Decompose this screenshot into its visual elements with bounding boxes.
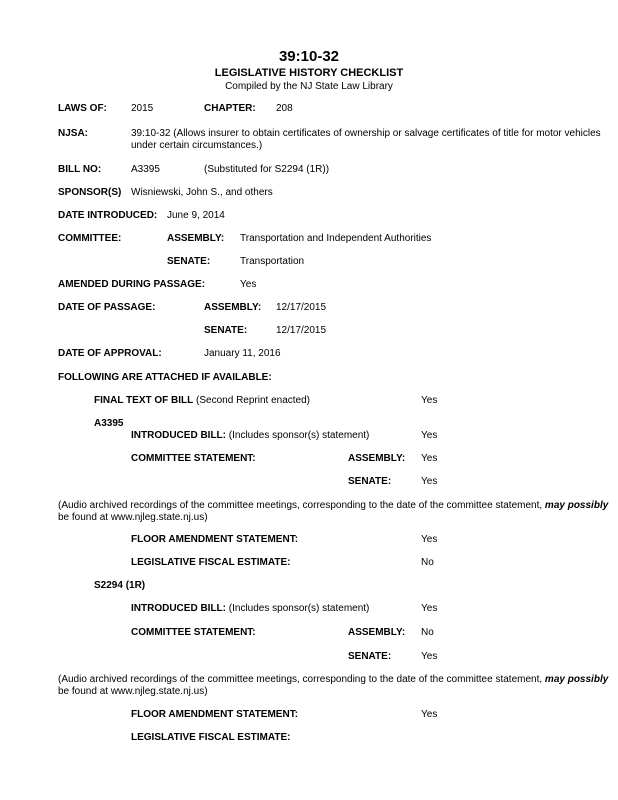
- approval-label: DATE OF APPROVAL:: [58, 348, 162, 359]
- a3395-floor-label: FLOOR AMENDMENT STATEMENT:: [131, 534, 299, 545]
- approval-value: January 11, 2016: [204, 348, 281, 359]
- a3395-fiscal-label: LEGISLATIVE FISCAL ESTIMATE:: [131, 557, 291, 568]
- a3395-audio-line2: be found at www.njleg.state.nj.us): [58, 512, 208, 523]
- laws-of-label: LAWS OF:: [58, 103, 107, 114]
- a3395-senate-label: SENATE:: [348, 476, 392, 487]
- a3395-audio-text: (Audio archived recordings of the committee meetings, corresponding to the date of the committee statement,: [58, 500, 545, 511]
- committee-assembly-label: ASSEMBLY:: [167, 233, 225, 244]
- passage-label: DATE OF PASSAGE:: [58, 302, 156, 313]
- final-text-value: Yes: [421, 395, 438, 406]
- committee-senate-value: Transportation: [240, 256, 305, 267]
- s2294-floor-value: Yes: [421, 709, 438, 720]
- passage-assembly-label: ASSEMBLY:: [204, 302, 262, 313]
- final-text-label: FINAL TEXT OF BILL: [94, 395, 194, 406]
- a3395-audio-emphasis: may possibly: [544, 500, 609, 511]
- njsa-label: NJSA:: [58, 128, 89, 139]
- a3395-senate-value: Yes: [421, 476, 438, 487]
- passage-senate-value: 12/17/2015: [276, 325, 327, 336]
- s2294-assembly-label: ASSEMBLY:: [348, 627, 406, 638]
- compiled-by: Compiled by the NJ State Law Library: [225, 81, 393, 92]
- a3395-committee-label: COMMITTEE STATEMENT:: [131, 453, 256, 464]
- chapter-value: 208: [276, 103, 293, 114]
- document-subtitle: LEGISLATIVE HISTORY CHECKLIST: [214, 67, 404, 79]
- s2294-fiscal-label: LEGISLATIVE FISCAL ESTIMATE:: [131, 732, 291, 743]
- laws-of-value: 2015: [131, 103, 154, 114]
- sponsors-value: Wisniewski, John S., and others: [131, 187, 273, 198]
- s2294-audio-emphasis: may possibly: [544, 674, 609, 685]
- s2294-audio-line2: be found at www.njleg.state.nj.us): [58, 686, 208, 697]
- s2294-heading: S2294 (1R): [94, 580, 146, 591]
- bill-no-value: A3395: [131, 164, 160, 175]
- a3395-floor-value: Yes: [421, 534, 438, 545]
- passage-assembly-value: 12/17/2015: [276, 302, 327, 313]
- final-text-note: (Second Reprint enacted): [193, 395, 310, 406]
- final-text-row: [94, 395, 310, 407]
- passage-senate-label: SENATE:: [204, 325, 248, 336]
- a3395-introduced-row: [131, 430, 369, 442]
- bill-no-label: BILL NO:: [58, 164, 102, 175]
- a3395-introduced-value: Yes: [421, 430, 438, 441]
- njsa-line2: under certain circumstances.): [131, 140, 263, 151]
- s2294-assembly-value: No: [421, 627, 434, 638]
- a3395-introduced-label: INTRODUCED BILL:: [131, 430, 226, 441]
- s2294-audio-text: (Audio archived recordings of the committee meetings, corresponding to the date of the committee statement,: [58, 674, 545, 685]
- s2294-senate-value: Yes: [421, 651, 438, 662]
- sponsors-label: SPONSOR(S): [58, 187, 122, 198]
- s2294-introduced-label: INTRODUCED BILL:: [131, 603, 226, 614]
- s2294-senate-label: SENATE:: [348, 651, 392, 662]
- committee-label: COMMITTEE:: [58, 233, 122, 244]
- a3395-introduced-note: (Includes sponsor(s) statement): [226, 430, 370, 441]
- a3395-heading: A3395: [94, 418, 124, 429]
- page-title: 39:10-32: [278, 48, 340, 65]
- s2294-introduced-value: Yes: [421, 603, 438, 614]
- bill-no-note: (Substituted for S2294 (1R)): [204, 164, 330, 175]
- a3395-assembly-label: ASSEMBLY:: [348, 453, 406, 464]
- a3395-fiscal-value: No: [421, 557, 434, 568]
- amended-label: AMENDED DURING PASSAGE:: [58, 279, 206, 290]
- s2294-audio-line1: [58, 674, 608, 686]
- committee-assembly-value: Transportation and Independent Authorities: [240, 233, 432, 244]
- amended-value: Yes: [240, 279, 257, 290]
- a3395-audio-line1: [58, 500, 608, 512]
- date-introduced-label: DATE INTRODUCED:: [58, 210, 158, 221]
- a3395-assembly-value: Yes: [421, 453, 438, 464]
- s2294-introduced-row: [131, 603, 369, 615]
- attached-heading: FOLLOWING ARE ATTACHED IF AVAILABLE:: [58, 372, 272, 383]
- committee-senate-label: SENATE:: [167, 256, 211, 267]
- s2294-introduced-note: (Includes sponsor(s) statement): [226, 603, 370, 614]
- date-introduced-value: June 9, 2014: [167, 210, 225, 221]
- njsa-line1: 39:10-32 (Allows insurer to obtain certificates of ownership or salvage certificates of title for motor vehicles: [131, 128, 601, 139]
- s2294-committee-label: COMMITTEE STATEMENT:: [131, 627, 256, 638]
- chapter-label: CHAPTER:: [204, 103, 256, 114]
- s2294-floor-label: FLOOR AMENDMENT STATEMENT:: [131, 709, 299, 720]
